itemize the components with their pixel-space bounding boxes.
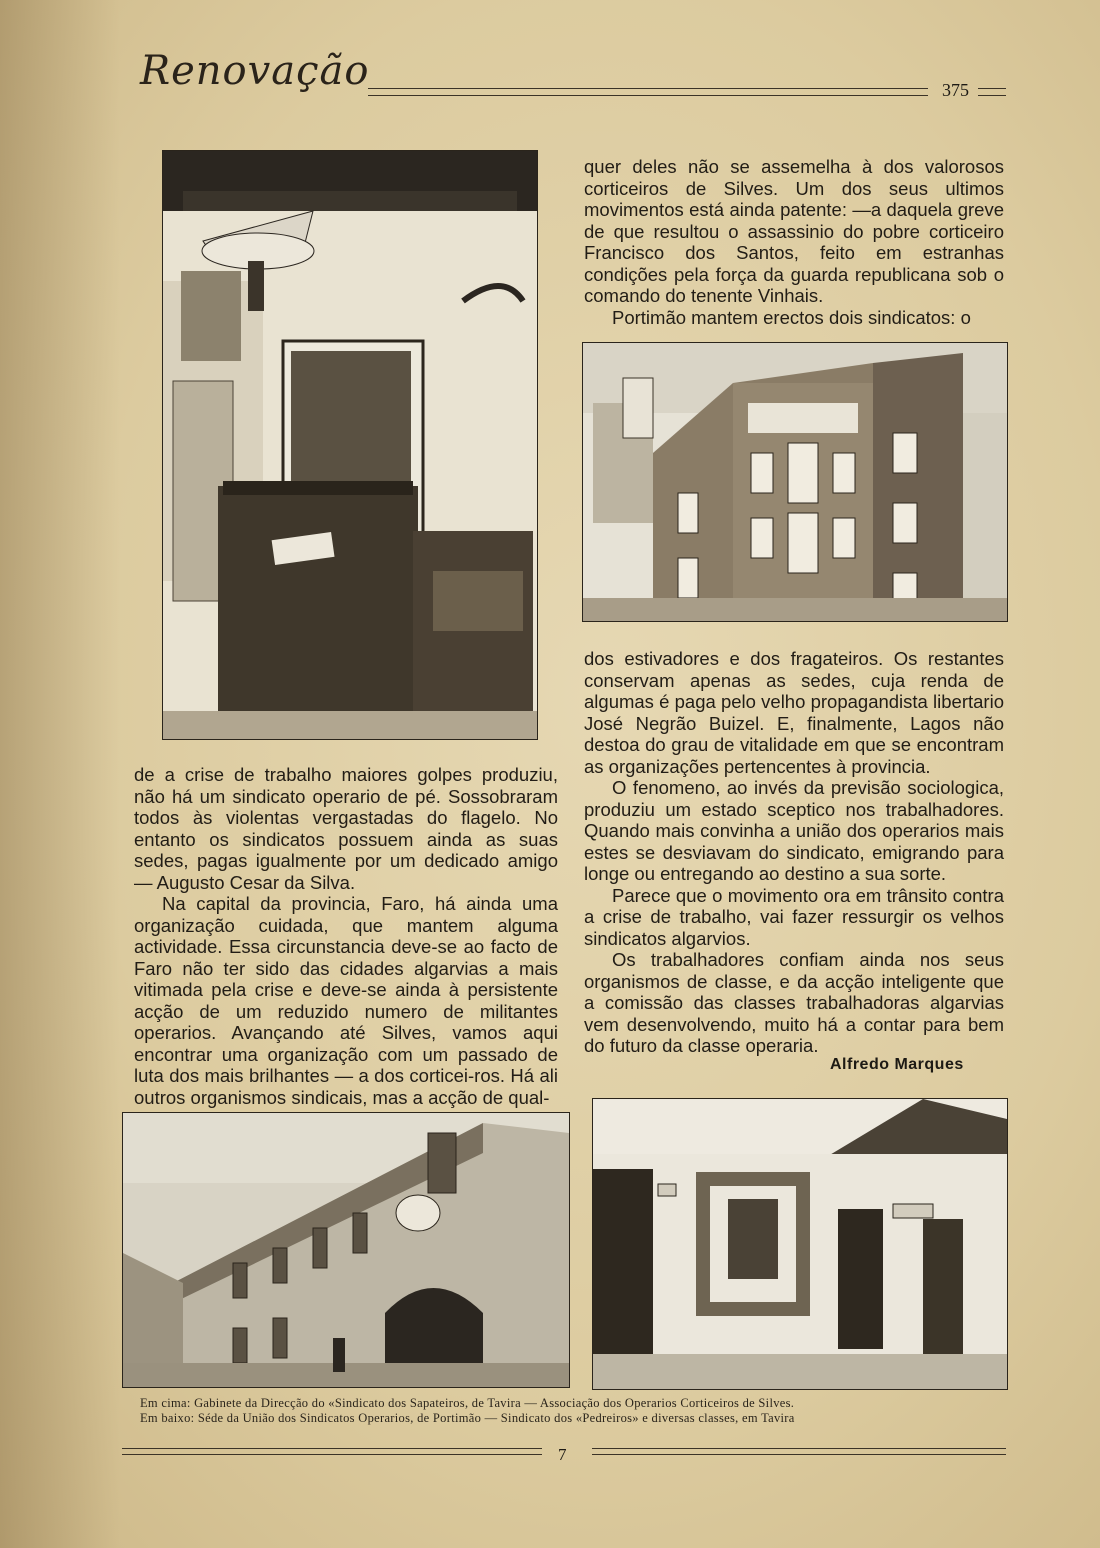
- footer-rule-left: [122, 1448, 542, 1455]
- footer-page-number: 7: [558, 1445, 567, 1464]
- column-left-text: [134, 764, 558, 1108]
- photo-caption: [140, 1396, 1000, 1426]
- paragraph: Na capital da provincia, Faro, há ainda uma organização cuidada, que mantem alguma actividade. Essa circunstancia deve-se ao facto de Faro não ter sido das cidades algarvias a mais vitimada pela crise e deve-se ainda à persistente acção de um reduzido numero de militantes operarios. Avançando até Silves, vamos aqui encontrar uma organização com um passado de luta dos mais brilhantes — a dos corticei-ros. Há ali outros organismos sindicais, mas a acção de qual-: [134, 893, 558, 1108]
- column-right-bottom-text: [584, 648, 1004, 1057]
- paragraph: Portimão mantem erectos dois sindicatos: o: [612, 306, 971, 328]
- photo-silves-street: [122, 1112, 570, 1388]
- caption-line-top: Em cima: Gabinete da Direcção do «Sindicato dos Sapateiros, de Tavira — Associação dos Operarios Corticeiros de Silves.: [140, 1396, 795, 1410]
- footer-rule-right: [592, 1448, 1006, 1455]
- photo-office-interior: [162, 150, 538, 740]
- page-number-top: 375: [942, 80, 969, 100]
- column-right-top-text: [584, 156, 1004, 328]
- page-number-top-rule: [978, 88, 1006, 96]
- photo-tavira-houses: [592, 1098, 1008, 1390]
- masthead-title: Renovação: [140, 48, 370, 94]
- paragraph: dos estivadores e dos fragateiros. Os restantes conservam apenas as sedes, cuja renda de algumas é paga pelo velho propagandista libertario José Negrão Buizel. E, finalmente, Lagos não destoa do grau de vitalidade em que se encontram as organizações pertencentes à provincia.: [584, 648, 1004, 777]
- author-signature: Alfredo Marques: [830, 1056, 964, 1073]
- paragraph: Os trabalhadores confiam ainda nos seus organismos de classe, e da acção inteligente que a comissão das classes trabalhadoras algarvias vem desenvolvendo, muito há a contar para bem do futuro da classe operaria.: [584, 949, 1004, 1056]
- paragraph: quer deles não se assemelha à dos valorosos corticeiros de Silves. Um dos seus ultimos movimentos está ainda patente: —a daquela greve de que resultou o assassinio do pobre corticeiro Francisco dos Santos, feito em estranhas condições pela força da guarda republicana sob o comando do tenente Vinhais.: [584, 156, 1004, 306]
- caption-line-bottom: Em baixo: Séde da União dos Sindicatos Operarios, de Portimão — Sindicato dos «Pedreiros» e diversas classes, em Tavira: [140, 1411, 795, 1425]
- photo-portimao-building: [582, 342, 1008, 622]
- paragraph: Parece que o movimento ora em trânsito contra a crise de trabalho, vai fazer ressurgir os velhos sindicatos algarvios.: [584, 884, 1004, 949]
- paragraph: de a crise de trabalho maiores golpes produziu, não há um sindicato operario de pé. Sossobraram todos às violentas vergastadas do flagelo. No entanto os sindicatos possuem ainda as suas sedes, pagas igualmente por um dedicado amigo — Augusto Cesar da Silva.: [134, 764, 558, 893]
- paragraph: O fenomeno, ao invés da previsão sociologica, produziu um estado sceptico nos trabalhadores. Quando mais convinha a união dos operarios mais estes se desviavam do sindicato, emigrando para longe ou entregando ao destino a sua sorte.: [584, 777, 1004, 884]
- page-edge-shadow: [0, 0, 120, 1548]
- masthead-rule: [368, 88, 928, 96]
